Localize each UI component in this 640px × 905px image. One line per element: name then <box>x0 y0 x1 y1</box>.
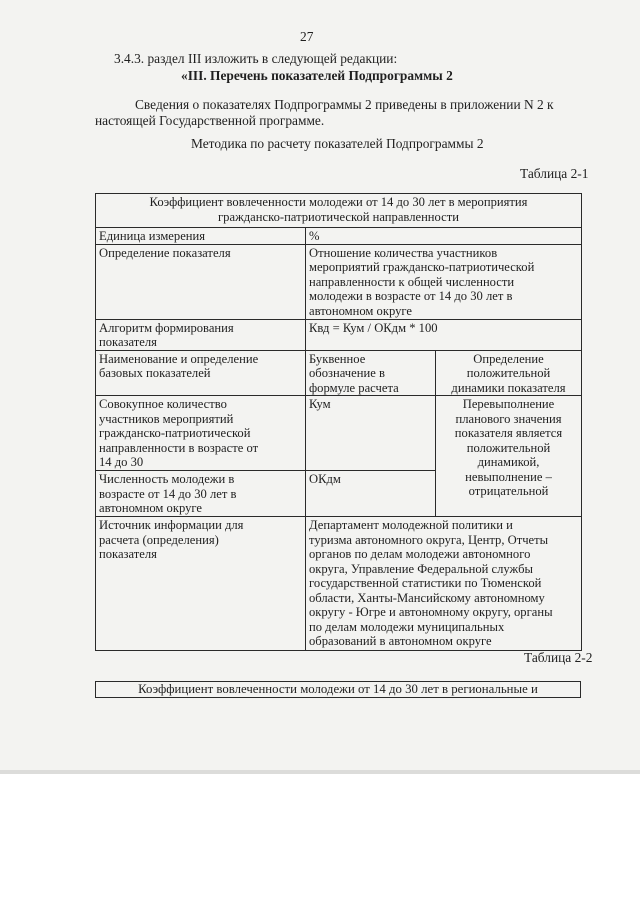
algorithm-formula: Квд = Кум / ОКдм * 100 <box>306 319 582 350</box>
base-indicator-youth-population: Численность молодежи в возрасте от 14 до 30 лет в автономном округе <box>96 471 306 517</box>
table-2-2-title: Коэффициент вовлеченности молодежи от 14 до 30 лет в региональные и <box>95 681 581 698</box>
unit-label: Единица измерения <box>96 228 306 245</box>
paragraph-line-2: настоящей Государственной программе. <box>95 113 325 128</box>
source-label: Источник информации для расчета (определения) показателя <box>96 517 306 651</box>
paragraph-line-1: Сведения о показателях Подпрограммы 2 приведены в приложении N 2 к <box>135 97 554 112</box>
header-positive-dynamics: Определение положительной динамики показателя <box>436 350 582 396</box>
source-value: Департамент молодежной политики и туризма автономного округа, Центр, Отчеты органов по делам молодежи автономного округа, Управление Федеральной службы государственной статистики по Тюменской области, Ханты-Мансийскому автономному округу - Югре и автономному округу, органы по делам молодежи муниципальных образований в автономном округе <box>306 517 582 651</box>
definition-label: Определение показателя <box>96 244 306 319</box>
methodology-title: Методика по расчету показателей Подпрограммы 2 <box>191 136 484 151</box>
table-2-1 <box>95 193 582 651</box>
header-letter-symbol: Буквенное обозначение в формуле расчета <box>306 350 436 396</box>
section-instruction: 3.4.3. раздел III изложить в следующей редакции: <box>114 51 398 66</box>
unit-value: % <box>306 228 582 245</box>
positive-dynamics-definition: Перевыполнение планового значения показателя является положительной динамикой, невыполнение – отрицательной <box>436 396 582 517</box>
table-2-1-title: Коэффициент вовлеченности молодежи от 14 до 30 лет в мероприятия гражданско-патриотической направленности <box>96 194 582 228</box>
page-bottom-edge <box>0 770 640 774</box>
symbol-okdm: ОКдм <box>306 471 436 517</box>
header-base-indicators: Наименование и определение базовых показателей <box>96 350 306 396</box>
symbol-kum: Кум <box>306 396 436 471</box>
definition-value: Отношение количества участников мероприятий гражданско-патриотической направленности к общей численности молодежи в возрасте от 14 до 30 лет в автономном округе <box>306 244 582 319</box>
table-2-1-label: Таблица 2-1 <box>520 166 589 181</box>
table-2-2-label: Таблица 2-2 <box>524 650 593 665</box>
page-number: 27 <box>300 29 314 44</box>
algorithm-label: Алгоритм формирования показателя <box>96 319 306 350</box>
base-indicator-participants: Совокупное количество участников мероприятий гражданско-патриотической направленности в возрасте от 14 до 30 <box>96 396 306 471</box>
section-heading: «III. Перечень показателей Подпрограммы 2 <box>181 68 453 83</box>
